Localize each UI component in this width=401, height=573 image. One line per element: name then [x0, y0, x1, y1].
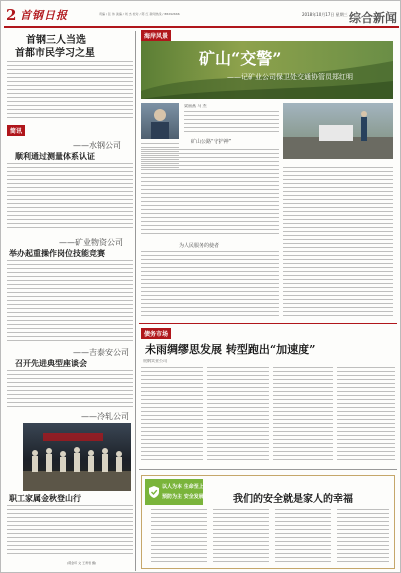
brief-tag: 简讯: [7, 125, 25, 136]
headline-left-1: 首钢三人当选: [26, 35, 86, 46]
brief-unit-1: ——水钢公司: [73, 141, 121, 150]
safety-slogan-1: 以人为本 生命至上: [162, 484, 204, 490]
editor-info: 责编 / 张 伟 美编 / 刘 杰 校对 / 陈 红 新闻热线 / 88292666: [99, 12, 180, 16]
article-text: [283, 167, 393, 317]
feature-title: 矿山“交警”: [199, 49, 282, 68]
safety-badge: [145, 479, 203, 505]
brief-title-1: 顺利通过测量体系认证: [15, 151, 95, 161]
column-divider: [135, 31, 136, 571]
masthead: [4, 4, 399, 28]
page-number: 2: [6, 6, 17, 24]
feature-byline: 梁丽燕 马 杰: [184, 104, 207, 108]
photo-credit: (郭金环 文 王青雯 摄): [67, 561, 97, 565]
article-text: [207, 367, 269, 463]
traffic-photo: [283, 103, 393, 159]
brief-title-2: 举办起重操作岗位技能竞赛: [9, 248, 105, 258]
article-text: [151, 509, 207, 563]
article-text: [141, 251, 279, 317]
brief-title-4: 职工家属金秋登山行: [9, 493, 81, 503]
portrait-photo: [141, 103, 179, 139]
section-divider: [139, 323, 397, 324]
article-text: [7, 505, 133, 557]
brief-unit-4: ——冷轧公司: [81, 412, 129, 421]
market-byline: 贵钢实业公司: [143, 359, 167, 363]
safety-title: 我们的安全就是家人的幸福: [233, 494, 353, 505]
feature-subtitle: ——记矿业公司保卫处交通协管员郑红明: [227, 73, 353, 81]
market-tag: 债务市场: [141, 328, 171, 339]
brief-unit-3: ——吉泰安公司: [73, 348, 129, 357]
article-text: [213, 509, 269, 563]
article-text: [275, 509, 331, 563]
article-text: [141, 149, 279, 235]
article-text: [7, 370, 133, 408]
headline-left-2: 首都市民学习之星: [15, 48, 95, 59]
hiking-photo: [23, 423, 131, 491]
safety-shield-icon: [147, 485, 161, 499]
article-text: [7, 260, 133, 342]
feature-tag: 海岸风景: [141, 30, 171, 41]
issue-date: 2018年10月17日 星期三: [302, 12, 348, 17]
article-text: [273, 367, 333, 463]
article-text: [141, 367, 203, 463]
feature-subhead-2: 为人民服务的使者: [179, 243, 220, 249]
article-text: [7, 163, 133, 231]
article-text: [337, 509, 389, 563]
section-divider: [139, 469, 397, 470]
article-text: [7, 61, 133, 119]
brief-title-3: 召开先进典型座谈会: [15, 358, 87, 368]
feature-subhead-1: 矿山公路“守护神”: [191, 139, 232, 145]
paper-logo: 首钢日报: [20, 9, 68, 22]
brief-unit-2: ——矿业物资公司: [59, 238, 123, 247]
article-text: [337, 367, 395, 463]
article-text: [184, 111, 279, 133]
section-title: 综合新闻: [348, 11, 397, 25]
market-title: 未雨绸缪思发展 转型跑出“加速度”: [145, 343, 316, 356]
safety-slogan-2: 预防为主 安全发展: [162, 494, 204, 500]
